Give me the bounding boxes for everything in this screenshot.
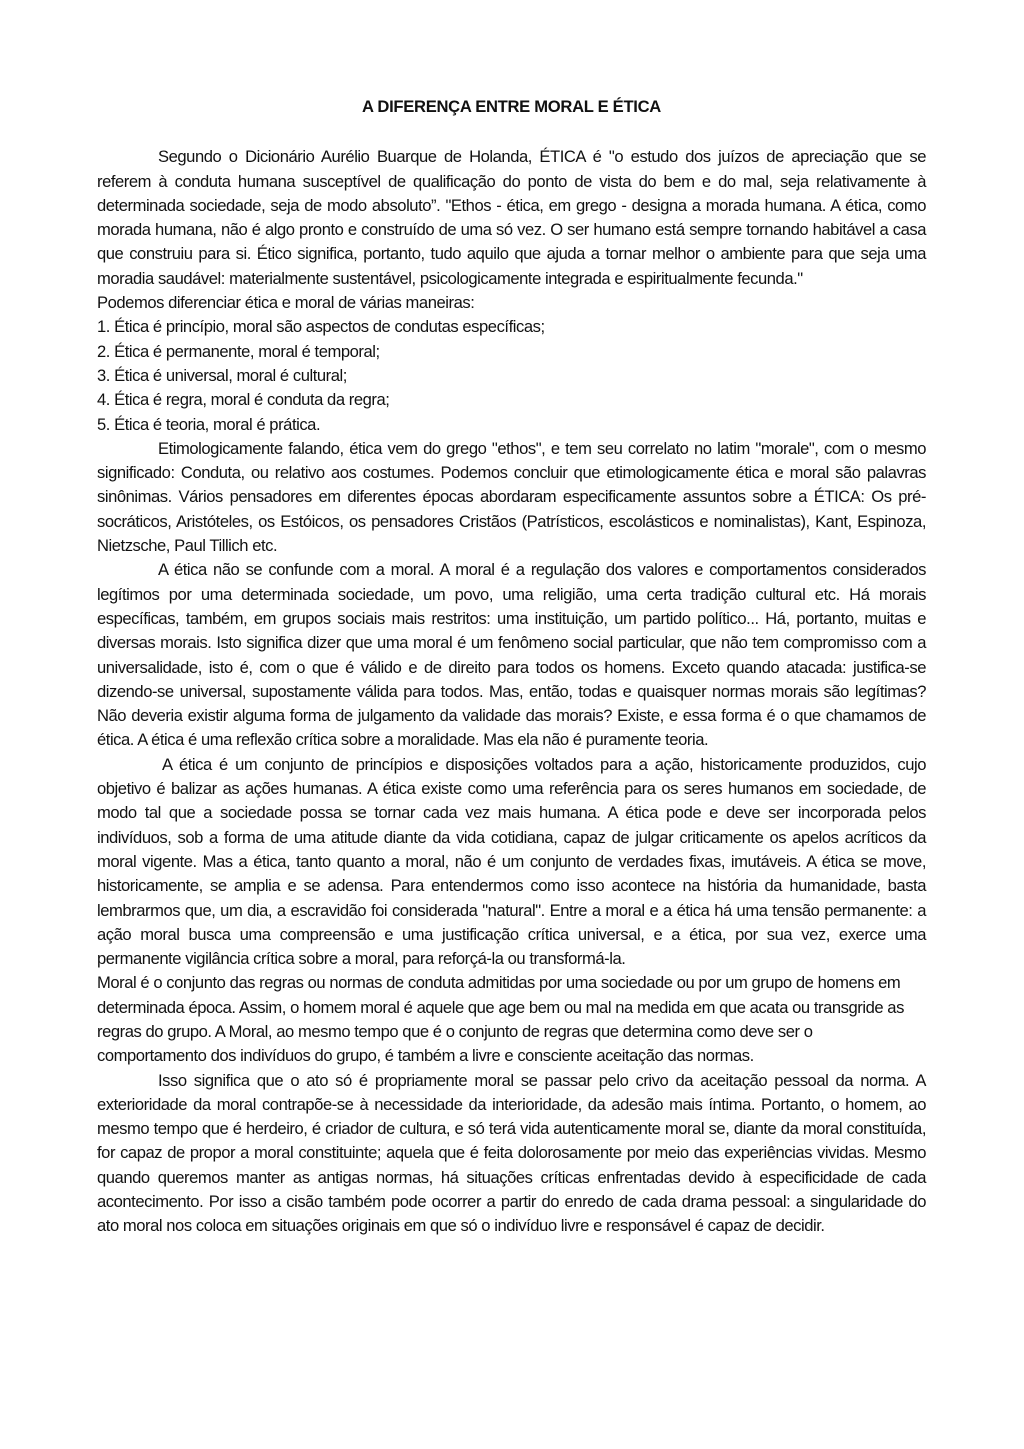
list-item: 3. Ética é universal, moral é cultural; (97, 365, 347, 385)
list-item: 5. Ética é teoria, moral é prática. (97, 414, 321, 434)
paragraph-moral-act: Isso significa que o ato só é propriamente moral se passar pelo crivo da aceitação pessoal da norma. A exterioridade da moral contrapõe-se à necessidade da interioridade, da adesão mais íntima. Portanto, o homem, ao mesmo tempo que é herdeiro, é criador de cultura, e só terá vida autenticamente moral se, diante da moral constituída, for capaz de propor a moral constituinte; aquela que é feita dolorosamente por meio das experiências vividas. Mesmo quando queremos manter as antigas normas, há situações críticas enfrentadas devido à especificidade de cada acontecimento. Por isso a cisão também pode ocorrer a partir do enredo de cada drama pessoal: a singularidade do ato moral nos coloca em situações originais em que só o indivíduo livre e responsável é capaz de decidir. (97, 1070, 926, 1236)
paragraph-moral-regulation: A ética não se confunde com a moral. A moral é a regulação dos valores e comportamentos considerados legítimos por uma determinada sociedade, um povo, uma religião, uma certa tradição cultural etc. Há morais específicas, também, em grupos sociais mais restritos: uma instituição, um partido político... Há, portanto, muitas e diversas morais. Isto significa dizer que uma moral é um fenômeno social particular, que não tem compromisso com a universalidade, isto é, com o que é válido e de direito para todos os homens. Exceto quando atacada: justifica-se dizendo-se universal, supostamente válida para todos. Mas, então, todas e quaisquer normas morais são legítimas? Não deveria existir alguma forma de julgamento da validade das morais? Existe, e essa forma é o que chamamos de ética. A ética é uma reflexão crítica sobre a moralidade. Mas ela não é puramente teoria. (97, 560, 926, 750)
list-item: 4. Ética é regra, moral é conduta da regra; (97, 390, 390, 410)
document-title: A DIFERENÇA ENTRE MORAL E ÉTICA (362, 97, 661, 116)
differences-list (97, 315, 926, 436)
list-item: 1. Ética é princípio, moral são aspectos de condutas específicas; (97, 317, 545, 337)
paragraph-definition: Segundo o Dicionário Aurélio Buarque de Holanda, ÉTICA é "o estudo dos juízos de apreciação que se referem à conduta humana susceptível de qualificação do ponto de vista do bem e do mal, seja relativamente à determinada sociedade, seja de modo absoluto”. "Ethos - ética, em grego - designa a morada humana. A ética, como morada humana, não é algo pronto e construído de uma só vez. O ser humano está sempre tornando habitável a casa que construiu para si. Ético significa, portanto, tudo aquilo que ajuda a tornar melhor o ambiente para que seja uma moradia saudável: materialmente sustentável, psicologicamente integrada e espiritualmente fecunda." (97, 147, 926, 288)
paragraph-ethics-principles: A ética é um conjunto de princípios e disposições voltados para a ação, historicamente produzidos, cujo objetivo é balizar as ações humanas. A ética existe como uma referência para os seres humanos em sociedade, de modo tal que a sociedade possa se tornar cada vez mais humana. A ética pode e deve ser incorporada pelos indivíduos, sob a forma de uma atitude diante da vida cotidiana, capaz de julgar criticamente os apelos acríticos da moral vigente. Mas a ética, tanto quanto a moral, não é um conjunto de verdades fixas, imutáveis. A ética se move, historicamente, se amplia e se adensa. Para entendermos como isso acontece na história da humanidade, basta lembrarmos que, um dia, a escravidão foi considerada "natural". Entre a moral e a ética há uma tensão permanente: a ação moral busca uma compreensão e uma justificação crítica universal, e a ética, por sua vez, exerce uma permanente vigilância crítica sobre a moral, para reforçá-la ou transformá-la. (97, 754, 926, 969)
paragraph-etymology: Etimologicamente falando, ética vem do grego "ethos", e tem seu correlato no latim "morale", com o mesmo significado: Conduta, ou relativo aos costumes. Podemos concluir que etimologicamente ética e moral são palavras sinônimas. Vários pensadores em diferentes épocas abordaram especificamente assuntos sobre a ÉTICA: Os pré-socráticos, Aristóteles, os Estóicos, os pensadores Cristãos (Patrísticos, escolásticos e nominalistas), Kant, Espinoza, Nietzsche, Paul Tillich etc. (97, 438, 926, 556)
paragraph-moral-definition: Moral é o conjunto das regras ou normas de conduta admitidas por uma sociedade ou por um grupo de homens em determinada época. Assim, o homem moral é aquele que age bem ou mal na medida em que acata ou transgride as regras do grupo. A Moral, ao mesmo tempo que é o conjunto de regras que determina como deve ser o comportamento dos indivíduos do grupo, é também a livre e consciente aceitação das normas. (97, 973, 904, 1066)
paragraph-list-intro: Podemos diferenciar ética e moral de várias maneiras: (97, 293, 475, 313)
list-item: 2. Ética é permanente, moral é temporal; (97, 341, 380, 361)
